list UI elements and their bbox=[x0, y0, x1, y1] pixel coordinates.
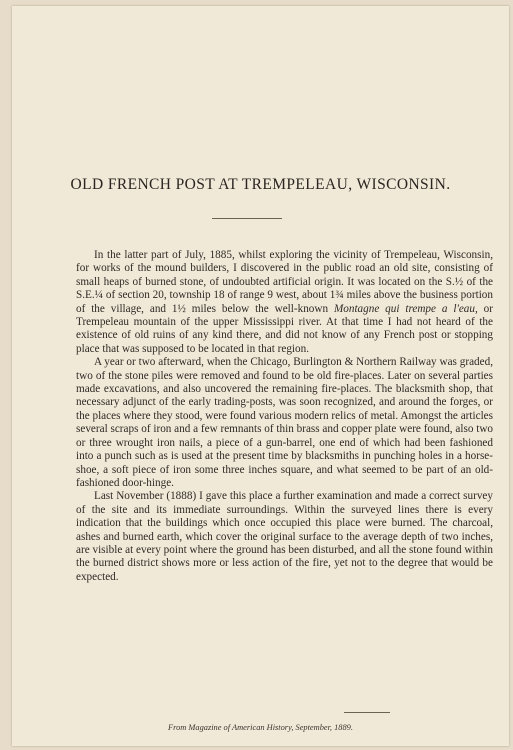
paragraph-1 bbox=[76, 249, 493, 356]
paragraph-3: Last November (1888) I gave this place a further examination and made a correct survey of the site and its immediate surroundings. Within the surveyed lines there is every indication that the buildings which once occupied this place were burned. The charcoal, ashes and burned earth, which cover the original surface to the average depth of two inches, are visible at every point where the ground has been disturbed, and all the stone found within the burned district shows more or less action of the fire, yet not to the degree that would be expected. bbox=[76, 490, 493, 583]
document-title: OLD FRENCH POST AT TREMPELEAU, WISCONSIN. bbox=[70, 176, 451, 193]
paragraph-1-text-b: or Trempeleau mountain of the upper Mississippi river. At that time I had not heard of the existence of old ruins of any kind there, and did not know of any French post or stopping place that was supposed to be located in that region. bbox=[76, 302, 493, 355]
paragraph-1-italic-phrase: Montagne qui trempe a l'eau, bbox=[333, 302, 478, 315]
paragraph-2: A year or two afterward, when the Chicago, Burlington & Northern Railway was graded, two of the stone piles were removed and found to be old fire-places. Later on several parties made excavations, and also uncovered the remaining fire-places. The blacksmith shop, that necessary adjunct of the early trading-posts, was soon recognized, and around the forges, or the places where they stood, were found various modern relics of metal. Amongst the articles several scraps of iron and a few remnants of thin brass and copper plate were found, also two or three wrought iron nails, a piece of a gun-barrel, one end of which had been fashioned into a punch such as is used at the present time by blacksmiths in punching holes in a horse-shoe, a soft piece of iron some three inches square, and what seemed to be part of an old-fashioned door-hinge. bbox=[76, 356, 493, 489]
document-page bbox=[12, 6, 509, 746]
title-divider bbox=[212, 218, 282, 219]
document-body bbox=[76, 249, 493, 584]
source-citation: From Magazine of American History, September, 1889. bbox=[168, 723, 353, 732]
paragraph-1-text-a: In the latter part of July, 1885, whilst exploring the vicinity of Trempeleau, Wisconsin, for works of the mound builders, I discovered in the public road an old site, consisting of small heaps of burned stone, of undoubted artificial origin. It was located on the S.½ of the S.E.¼ of section 20, township 18 of range 9 west, about 1¾ miles above the business portion of the village, and 1½ miles below the well-known bbox=[76, 249, 493, 315]
end-divider bbox=[344, 712, 390, 713]
